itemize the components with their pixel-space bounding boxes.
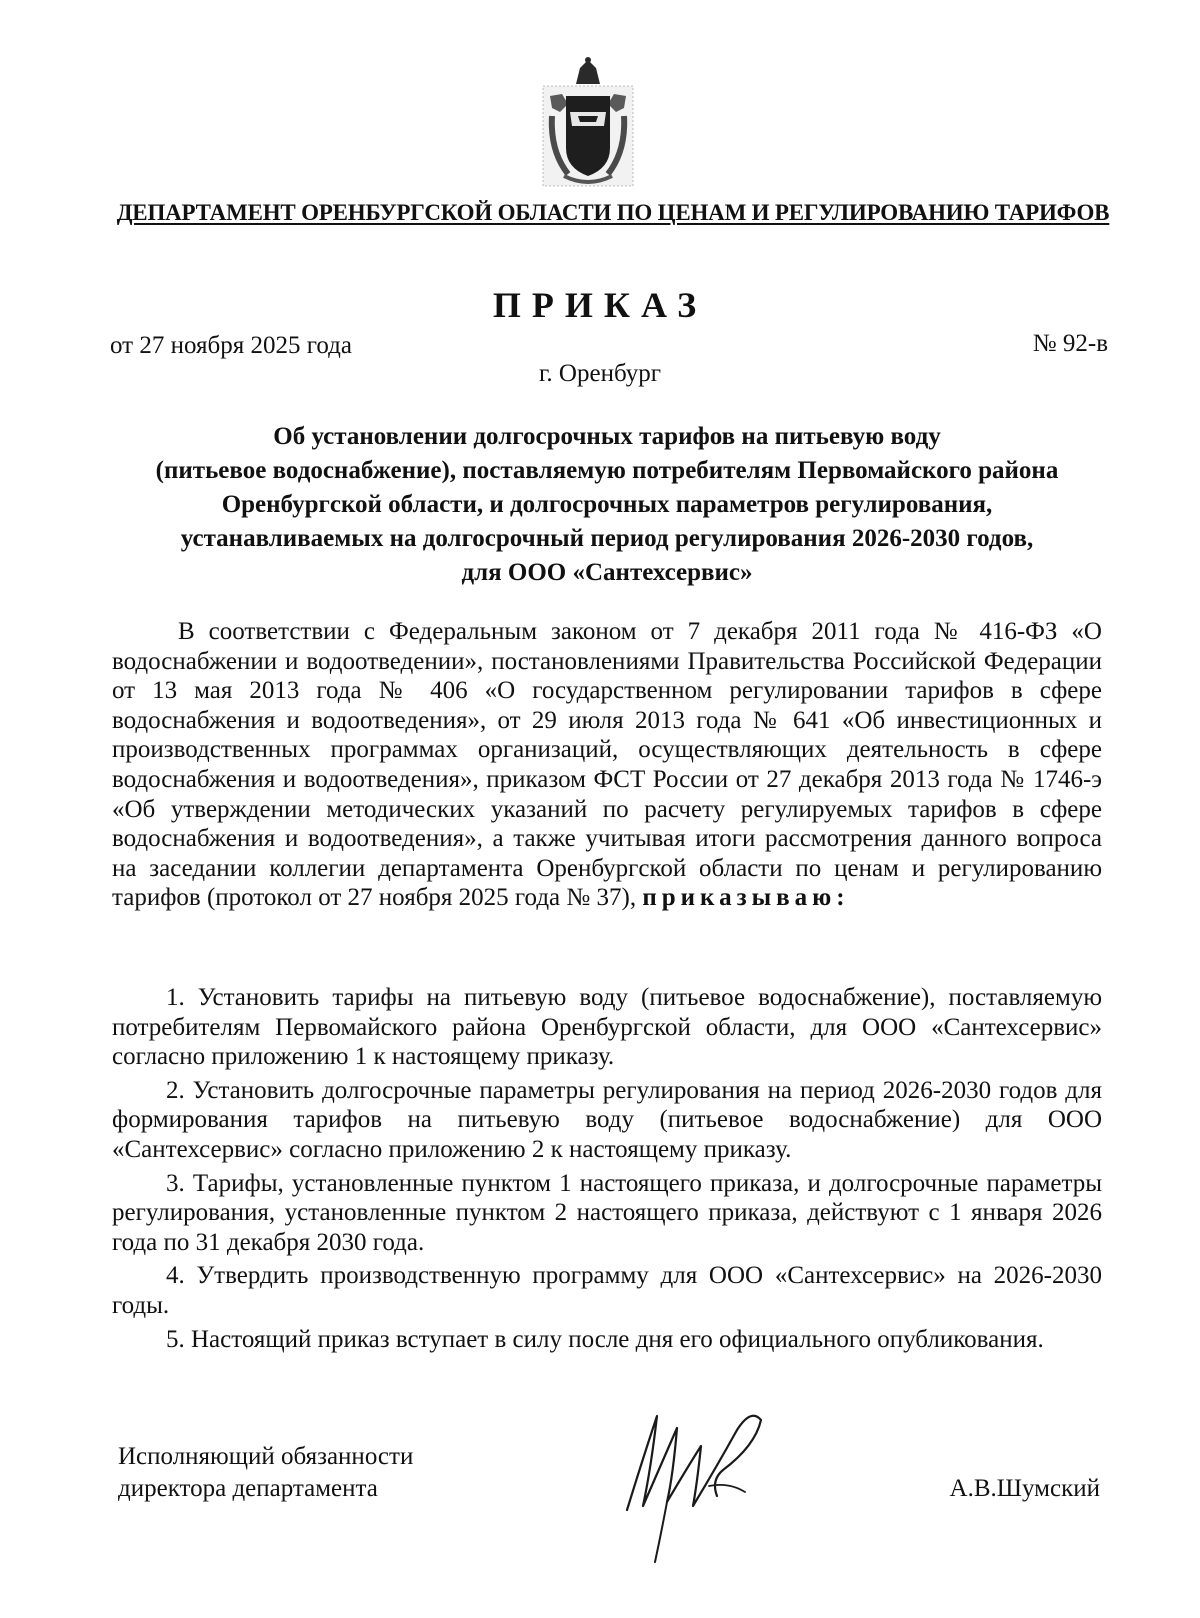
position-line: директора департамента <box>118 1475 378 1502</box>
list-item <box>112 1261 1102 1320</box>
order-subject <box>112 420 1102 590</box>
order-items-list <box>112 983 1102 1358</box>
item-number: 2. <box>166 1076 185 1104</box>
subject-line: устанавливаемых на долгосрочный период регулирования 2026-2030 годов, <box>180 525 1034 552</box>
item-number: 5. <box>166 1325 185 1353</box>
order-number: № 92-в <box>1032 330 1108 357</box>
subject-line: Об установлении долгосрочных тарифов на питьевую воду <box>273 423 941 450</box>
list-item <box>112 1076 1102 1165</box>
signer-position <box>118 1441 413 1505</box>
item-text: Утвердить производственную программу для ООО «Сантехсервис» на 2026-2030 годы. <box>112 1262 1102 1319</box>
item-text: Установить долгосрочные параметры регулирования на период 2026-2030 годов для формирования тарифов на питьевую воду (питьевое водоснабжение) для ООО «Сантехсервис» согласно приложению 2 к настоящему приказу. <box>112 1076 1103 1163</box>
item-number: 4. <box>166 1262 185 1290</box>
order-city: г. Оренбург <box>539 360 661 387</box>
department-name: ДЕПАРТАМЕНТ ОРЕНБУРГСКОЙ ОБЛАСТИ ПО ЦЕНАМ И РЕГУЛИРОВАНИЮ ТАРИФОВ <box>116 200 1110 225</box>
subject-line: Оренбургской области, и долгосрочных параметров регулирования, <box>221 491 993 518</box>
handwritten-signature-icon <box>605 1398 780 1568</box>
item-number: 1. <box>166 984 185 1011</box>
subject-line: (питьевое водоснабжение), поставляемую потребителям Первомайского района <box>155 457 1059 484</box>
coat-of-arms-icon <box>538 56 638 191</box>
order-date: от 27 ноября 2025 года <box>110 332 352 359</box>
preamble-text: В соответствии с Федеральным законом от 7 декабря 2011 года № 416-ФЗ «О водоснабжении и водоотведении», постановлениями Правительства Российской Федерации от 13 мая 2013 года № 406 «О государственном регулировании тарифов в сфере водоснабжения и водоотведения», от 29 июля 2013 года № 641 «Об инвестиционных и производственных программах организаций, осуществляющих деятельность в сфере водоснабжения и водоотведения», приказом ФСТ России от 27 декабря 2013 года № 1746-э «Об утверждении методических указаний по расчету регулируемых тарифов в сфере водоснабжения и водоотведения», а также учитывая итоги рассмотрения данного вопроса на заседании коллегии департамента Оренбургской области по ценам и регулированию тарифов (протокол от 27 ноября 2025 года № 37), <box>112 618 1102 912</box>
position-line: Исполняющий обязанности <box>118 1443 414 1470</box>
item-text: Тарифы, установленные пунктом 1 настоящего приказа, и долгосрочные параметры регулирования, установленные пунктом 2 настоящего приказа, действуют с 1 января 2026 года по 31 декабря 2030 года. <box>112 1169 1103 1256</box>
item-number: 3. <box>166 1169 185 1197</box>
page-title: ПРИКАЗ <box>492 285 708 325</box>
subject-line: для ООО «Сантехсервис» <box>461 559 753 586</box>
signer-name: А.В.Шумский <box>949 1475 1100 1502</box>
item-text: Установить тарифы на питьевую воду (питьевое водоснабжение), поставляемую потребителям Первомайского района Оренбургской области, для ООО «Сантехсервис» согласно приложению 1 к настоящему приказу. <box>112 984 1102 1071</box>
list-item <box>112 983 1102 1072</box>
preamble-paragraph <box>112 617 1102 913</box>
list-item <box>112 1325 1102 1355</box>
preamble-emphasis: приказываю: <box>642 884 850 912</box>
list-item <box>112 1169 1102 1258</box>
item-text: Настоящий приказ вступает в силу после дня его официального опубликования. <box>191 1325 1044 1353</box>
